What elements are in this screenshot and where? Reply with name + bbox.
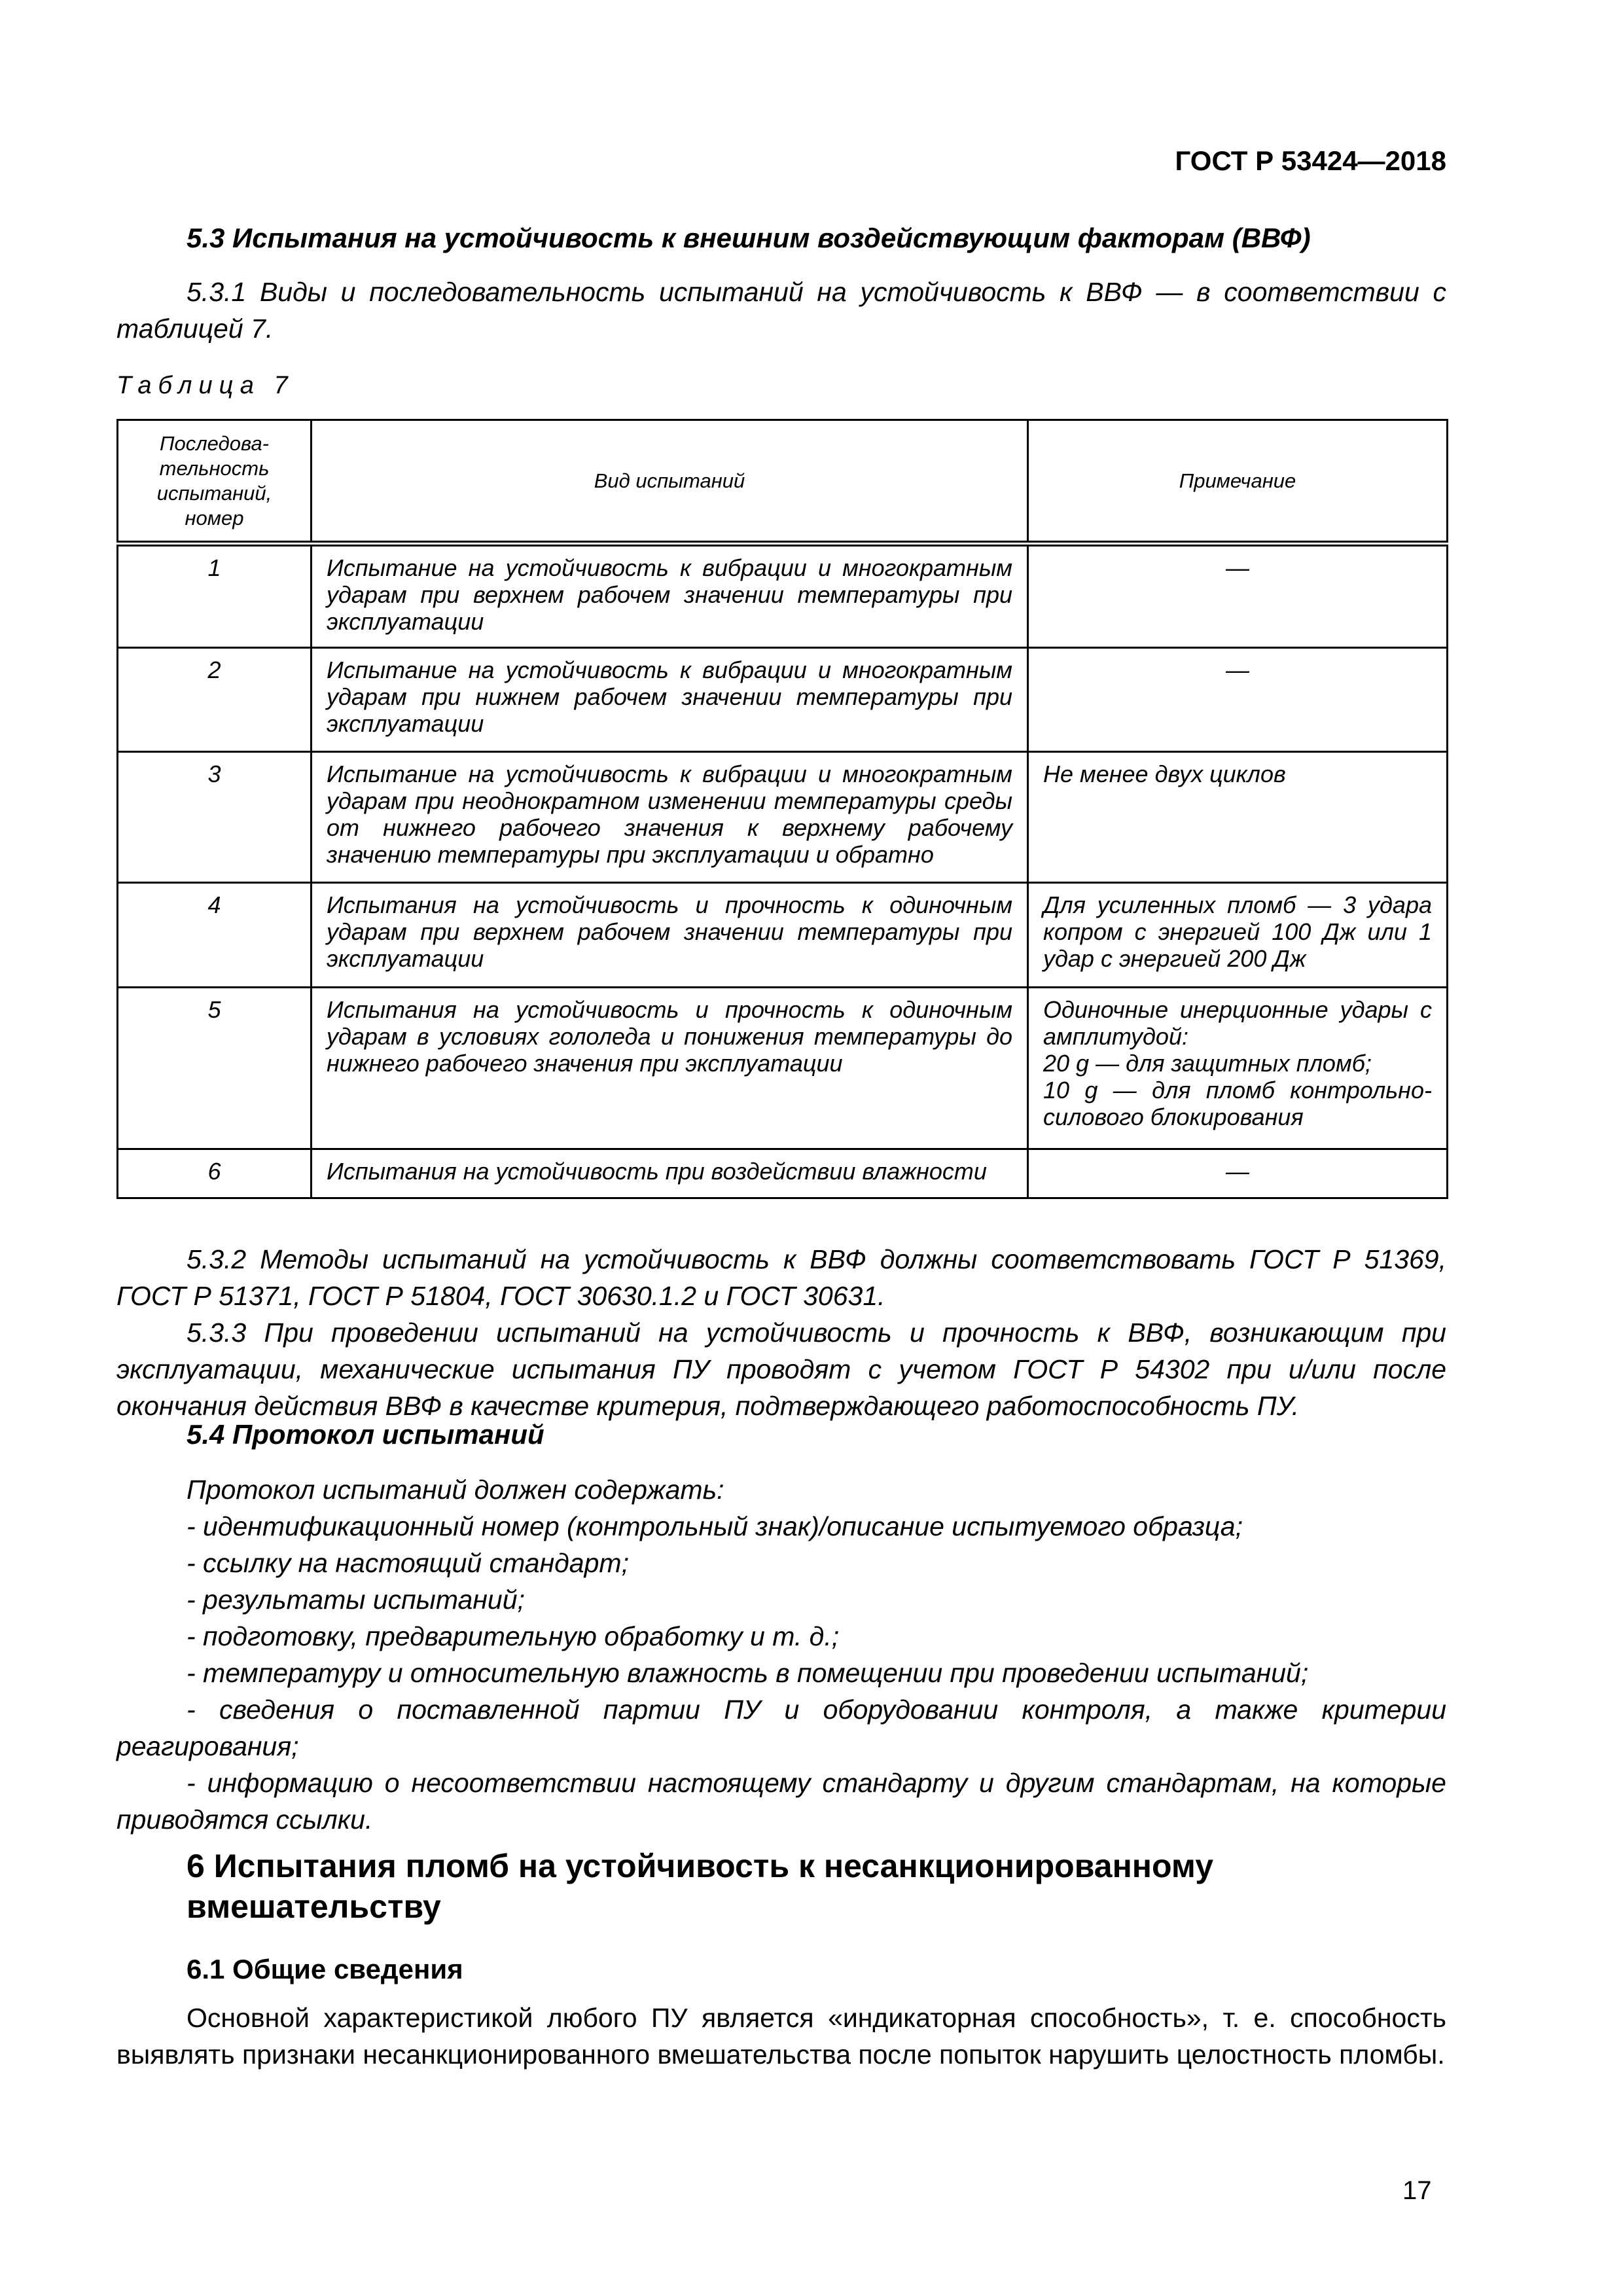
row-number: 4 [118, 883, 312, 988]
row-note [1028, 988, 1448, 1149]
row-test: Испытание на устойчивость к вибрации и многократным ударам при неоднократном изменении температуры среды от нижнего рабочего значения к верхнему рабочему значению температуры при эксплуатации и обратно [312, 752, 1028, 883]
row-test: Испытания на устойчивость при воздействии влажности [312, 1149, 1028, 1198]
row-note: Не менее двух циклов [1028, 752, 1448, 883]
section-5-3-title: 5.3 Испытания на устойчивость к внешним воздействующим факторам (ВВФ) [187, 223, 1311, 253]
row-number: 2 [118, 648, 312, 752]
note-line: Одиночные инерционные удары с амплитудой: [1043, 996, 1432, 1050]
row-test: Испытание на устойчивость к вибрации и многократным ударам при нижнем рабочем значении температуры при эксплуатации [312, 648, 1028, 752]
row-note: — [1028, 544, 1448, 648]
row-number: 6 [118, 1149, 312, 1198]
table-row [118, 544, 1448, 648]
row-note: — [1028, 1149, 1448, 1198]
header-sequence: Последова-тельность испытаний, номер [118, 420, 312, 544]
row-number: 1 [118, 544, 312, 648]
row-number: 5 [118, 988, 312, 1149]
note-line: 10 g — для пломб контрольно-силового блокирования [1043, 1077, 1432, 1130]
section-6-1-title: 6.1 Общие сведения [187, 1954, 463, 1984]
page-number: 17 [1402, 2176, 1432, 2205]
row-number: 3 [118, 752, 312, 883]
list-item: - сведения о поставленной партии ПУ и оборудовании контроля, а также критерии реагирования; [116, 1695, 1446, 1761]
protocol-list [116, 1471, 1446, 1838]
table-caption: Таблица 7 [116, 372, 294, 399]
row-note: — [1028, 648, 1448, 752]
paragraph-5-3-2: 5.3.2 Методы испытаний на устойчивость к ВВФ должны соответствовать ГОСТ Р 51369, ГОСТ Р 51371, ГОСТ Р 51804, ГОСТ 30630.1.2 и ГОСТ 30631. [116, 1244, 1446, 1311]
list-item: - идентификационный номер (контрольный знак)/описание испытуемого образца; [187, 1511, 1243, 1541]
paragraph-5-3-3: 5.3.3 При проведении испытаний на устойчивость и прочность к ВВФ, возникающим при эксплуатации, механические испытания ПУ проводят с учетом ГОСТ Р 54302 при и/или после окончания действия ВВФ в качестве критерия, подтверждающего работоспособность ПУ. [116, 1318, 1446, 1421]
row-test: Испытания на устойчивость и прочность к одиночным ударам в условиях гололеда и понижения температуры до нижнего рабочего значения при эксплуатации [312, 988, 1028, 1149]
table-row [118, 648, 1448, 752]
list-item: - ссылку на настоящий стандарт; [187, 1548, 629, 1578]
table-header-row [118, 420, 1448, 544]
note-line: 20 g — для защитных пломб; [1043, 1050, 1372, 1077]
list-item: - информацию о несоответствии настоящему стандарту и другим стандартам, на которые приводятся ссылки. [116, 1768, 1446, 1835]
section-5-4-title: 5.4 Протокол испытаний [187, 1419, 544, 1450]
table-row [118, 988, 1448, 1149]
section-6-1-text: Основной характеристикой любого ПУ является «индикаторная способность», т. е. способность выявлять признаки несанкционированного вмешательства после попыток нарушить целостность пломбы. [116, 2003, 1446, 2070]
section-6-title: 6 Испытания пломб на устойчивость к несанкционированному вмешательству [187, 1848, 1214, 1925]
table-row [118, 752, 1448, 883]
header-note: Примечание [1028, 420, 1448, 544]
protocol-intro: Протокол испытаний должен содержать: [187, 1475, 724, 1505]
header-test-type: Вид испытаний [312, 420, 1028, 544]
paragraph-5-3-1: 5.3.1 Виды и последовательность испытаний на устойчивость к ВВФ — в соответствии с таблицей 7. [116, 277, 1446, 344]
row-test: Испытания на устойчивость и прочность к одиночным ударам при верхнем рабочем значении температуры при эксплуатации [312, 883, 1028, 988]
table-7 [116, 419, 1448, 1199]
list-item: - результаты испытаний; [187, 1585, 525, 1615]
row-note: Для усиленных пломб — 3 удара копром с энергией 100 Дж или 1 удар с энергией 200 Дж [1028, 883, 1448, 988]
row-test: Испытание на устойчивость к вибрации и многократным ударам при верхнем рабочем значении температуры при эксплуатации [312, 544, 1028, 648]
table-row [118, 883, 1448, 988]
table-row [118, 1149, 1448, 1198]
list-item: - подготовку, предварительную обработку и т. д.; [187, 1621, 840, 1651]
list-item: - температуру и относительную влажность в помещении при проведении испытаний; [187, 1658, 1309, 1688]
standard-code-header: ГОСТ Р 53424—2018 [1175, 145, 1446, 176]
